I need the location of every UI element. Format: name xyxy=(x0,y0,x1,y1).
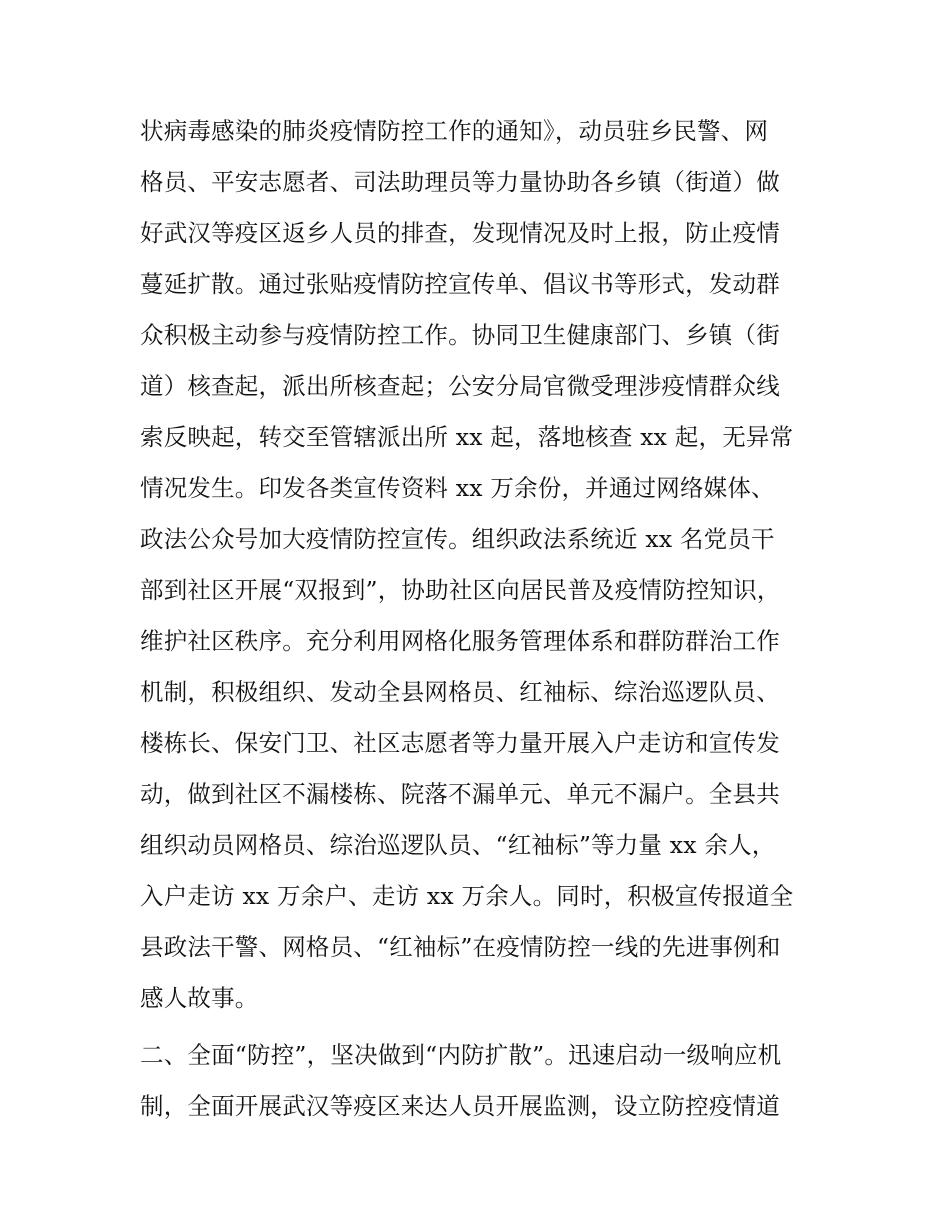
text-line-14: 动，做到社区不漏楼栋、院落不漏单元、单元不漏户。全县共 xyxy=(140,780,780,808)
text-line-5: 众积极主动参与疫情防控工作。协同卫生健康部门、乡镇（街 xyxy=(140,321,780,349)
text-line-12: 机制，积极组织、发动全县网格员、红袖标、综治巡逻队员、 xyxy=(140,678,780,706)
text-line-16: 入户走访 xx 万余户、走访 xx 万余人。同时，积极宣传报道全 xyxy=(140,882,794,910)
section-2-line-2: 制，全面开展武汉等疫区来达人员开展监测，设立防控疫情道 xyxy=(140,1092,780,1120)
text-line-3: 好武汉等疫区返乡人员的排查，发现情况及时上报，防止疫情 xyxy=(140,219,780,247)
text-line-18: 感人故事。 xyxy=(140,984,259,1012)
text-line-15: 组织动员网格员、综治巡逻队员、“红袖标”等力量 xx 余人， xyxy=(140,831,776,859)
text-line-9: 政法公众号加大疫情防控宣传。组织政法系统近 xx 名党员干 xyxy=(140,525,775,553)
text-line-6: 道）核查起，派出所核查起；公安分局官微受理涉疫情群众线 xyxy=(140,372,780,400)
text-line-4: 蔓延扩散。通过张贴疫情防控宣传单、倡议书等形式，发动群 xyxy=(140,270,780,298)
body-text xyxy=(140,106,830,1132)
text-line-11: 维护社区秩序。充分利用网格化服务管理体系和群防群治工作 xyxy=(140,627,780,655)
section-2-heading-line: 二、全面“防控”，坚决做到“内防扩散”。迅速启动一级响应机 xyxy=(140,1041,782,1069)
text-line-17: 县政法干警、网格员、“红袖标”在疫情防控一线的先进事例和 xyxy=(140,933,781,961)
text-line-8: 情况发生。印发各类宣传资料 xx 万余份，并通过网络媒体、 xyxy=(140,474,775,502)
text-line-1: 状病毒感染的肺炎疫情防控工作的通知》，动员驻乡民警、网 xyxy=(140,117,769,145)
text-line-10: 部到社区开展“双报到”，协助社区向居民普及疫情防控知识， xyxy=(140,576,781,604)
text-line-2: 格员、平安志愿者、司法助理员等力量协助各乡镇（街道）做 xyxy=(140,168,780,196)
text-line-13: 楼栋长、保安门卫、社区志愿者等力量开展入户走访和宣传发 xyxy=(140,729,780,757)
text-line-7: 索反映起，转交至管辖派出所 xx 起，落地核查 xx 起，无异常 xyxy=(140,423,794,451)
